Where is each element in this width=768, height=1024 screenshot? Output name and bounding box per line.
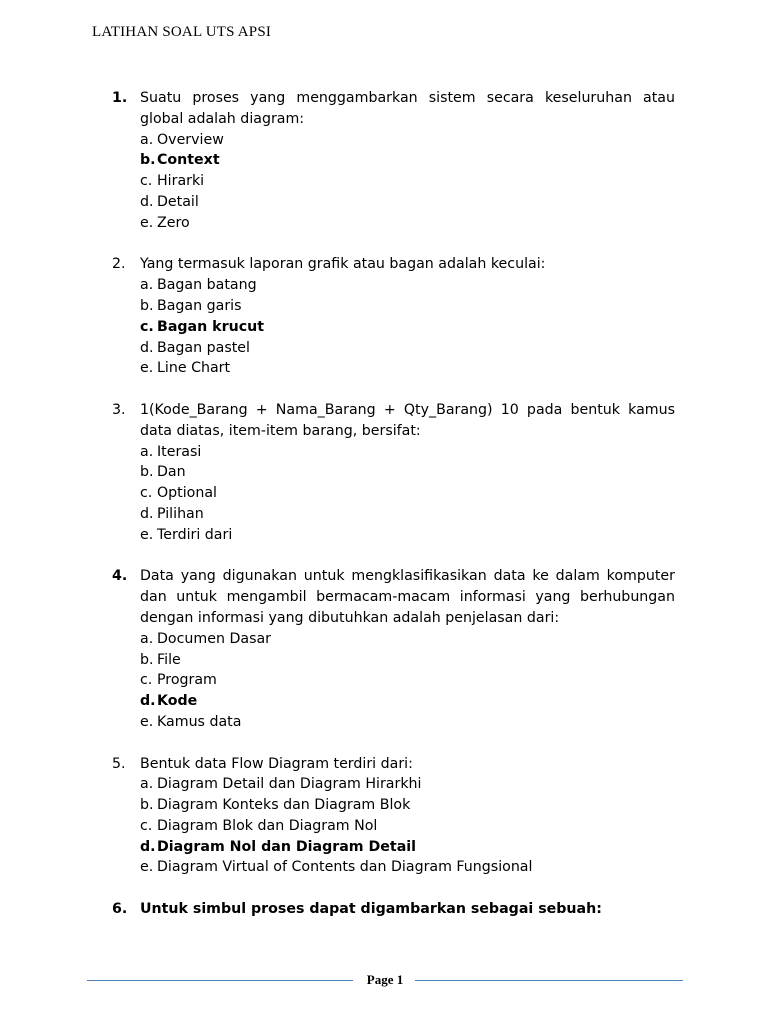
option-letter: c. xyxy=(140,318,154,335)
option-c xyxy=(140,670,675,691)
option-letter: d. xyxy=(140,693,156,710)
question-number: 2. xyxy=(112,256,126,273)
option-letter: b. xyxy=(140,651,154,668)
option-a xyxy=(140,774,675,795)
question-number: 3. xyxy=(112,401,126,418)
option-text: Kode xyxy=(157,693,198,710)
option-c xyxy=(140,483,675,504)
option-b xyxy=(140,150,675,171)
option-text: Bagan pastel xyxy=(157,339,250,356)
footer-divider-right xyxy=(415,980,683,981)
option-text: Zero xyxy=(157,214,190,231)
page-number: Page 1 xyxy=(366,972,404,987)
option-text: Program xyxy=(157,672,217,689)
option-text: Diagram Virtual of Contents dan Diagram Fungsional xyxy=(157,859,533,876)
option-b xyxy=(140,650,675,671)
question-text: Bentuk data Flow Diagram terdiri dari: xyxy=(140,755,413,772)
option-d xyxy=(140,338,675,359)
option-letter: b. xyxy=(140,152,156,169)
option-c xyxy=(140,816,675,837)
option-letter: a. xyxy=(140,277,154,294)
question-line xyxy=(112,400,675,442)
option-list xyxy=(112,442,675,546)
question-6 xyxy=(112,899,675,920)
document-header: LATIHAN SOAL UTS APSI xyxy=(92,24,272,40)
option-text: Context xyxy=(157,152,220,169)
question-2 xyxy=(112,254,675,379)
option-text: Bagan krucut xyxy=(157,318,264,335)
question-list xyxy=(112,88,675,941)
option-c xyxy=(140,317,675,338)
question-number: 6. xyxy=(112,901,128,918)
option-letter: c. xyxy=(140,485,153,502)
page-footer xyxy=(87,972,683,990)
option-b xyxy=(140,795,675,816)
option-text: Detail xyxy=(157,193,199,210)
question-text: 1(Kode_Barang + Nama_Barang + Qty_Barang) 10 pada bentuk kamus data diatas, item-item barang, bersifat: xyxy=(140,401,675,439)
option-letter: c. xyxy=(140,817,153,834)
question-number: 1. xyxy=(112,90,128,106)
question-text: Data yang digunakan untuk mengklasifikasikan data ke dalam komputer dan untuk mengambil bermacam-macam informasi yang berhubungan dengan informasi yang dibutuhkan adalah penjelasan dari: xyxy=(140,568,675,626)
option-list xyxy=(112,774,675,878)
option-letter: e. xyxy=(140,713,154,730)
option-text: Bagan garis xyxy=(157,297,242,314)
option-b xyxy=(140,462,675,483)
option-list xyxy=(112,629,675,733)
option-list xyxy=(112,275,675,379)
option-letter: e. xyxy=(140,526,154,543)
option-e xyxy=(140,358,675,379)
question-text: Untuk simbul proses dapat digambarkan sebagai sebuah: xyxy=(140,901,602,918)
option-a xyxy=(140,442,675,463)
option-letter: d. xyxy=(140,838,156,855)
option-text: Diagram Nol dan Diagram Detail xyxy=(157,838,416,855)
question-line xyxy=(112,254,675,275)
option-letter: d. xyxy=(140,505,154,522)
option-d xyxy=(140,192,675,213)
option-letter: d. xyxy=(140,339,154,356)
question-line xyxy=(112,88,675,130)
question-line xyxy=(112,754,675,775)
question-5 xyxy=(112,754,675,879)
question-1 xyxy=(112,88,675,234)
option-e xyxy=(140,712,675,733)
question-line xyxy=(112,899,675,920)
option-text: Line Chart xyxy=(157,360,231,377)
option-d xyxy=(140,504,675,525)
option-a xyxy=(140,275,675,296)
option-letter: b. xyxy=(140,464,154,481)
question-line xyxy=(112,566,675,628)
option-text: File xyxy=(157,651,181,668)
option-letter: e. xyxy=(140,214,154,231)
option-e xyxy=(140,857,675,878)
question-3 xyxy=(112,400,675,546)
option-letter: c. xyxy=(140,672,153,689)
question-text: Suatu proses yang menggambarkan sistem secara keseluruhan atau global adalah diagram: xyxy=(140,90,675,127)
option-text: Documen Dasar xyxy=(157,630,271,647)
option-text: Diagram Konteks dan Diagram Blok xyxy=(157,797,411,814)
option-d xyxy=(140,837,675,858)
option-b xyxy=(140,296,675,317)
option-text: Iterasi xyxy=(157,443,202,460)
option-text: Diagram Detail dan Diagram Hirarkhi xyxy=(157,776,422,793)
option-text: Dan xyxy=(157,464,186,481)
option-letter: a. xyxy=(140,443,154,460)
option-text: Pilihan xyxy=(157,505,204,522)
option-text: Kamus data xyxy=(157,713,242,730)
option-letter: e. xyxy=(140,859,154,876)
question-number: 5. xyxy=(112,755,126,772)
option-letter: b. xyxy=(140,297,154,314)
option-text: Diagram Blok dan Diagram Nol xyxy=(157,817,378,834)
option-d xyxy=(140,691,675,712)
option-e xyxy=(140,213,675,234)
option-letter: a. xyxy=(140,776,154,793)
option-a xyxy=(140,130,675,151)
question-4 xyxy=(112,566,675,732)
option-a xyxy=(140,629,675,650)
question-text: Yang termasuk laporan grafik atau bagan adalah keculai: xyxy=(140,256,546,273)
option-c xyxy=(140,171,675,192)
option-text: Hirarki xyxy=(157,173,205,190)
option-letter: e. xyxy=(140,360,154,377)
option-letter: d. xyxy=(140,193,154,210)
option-letter: a. xyxy=(140,630,154,647)
option-text: Terdiri dari xyxy=(157,526,233,543)
option-text: Bagan batang xyxy=(157,277,257,294)
option-text: Optional xyxy=(157,485,217,502)
option-list xyxy=(112,130,675,234)
option-letter: c. xyxy=(140,173,153,190)
option-e xyxy=(140,525,675,546)
question-number: 4. xyxy=(112,568,128,585)
option-text: Overview xyxy=(157,131,224,148)
option-letter: b. xyxy=(140,797,154,814)
option-letter: a. xyxy=(140,131,154,148)
